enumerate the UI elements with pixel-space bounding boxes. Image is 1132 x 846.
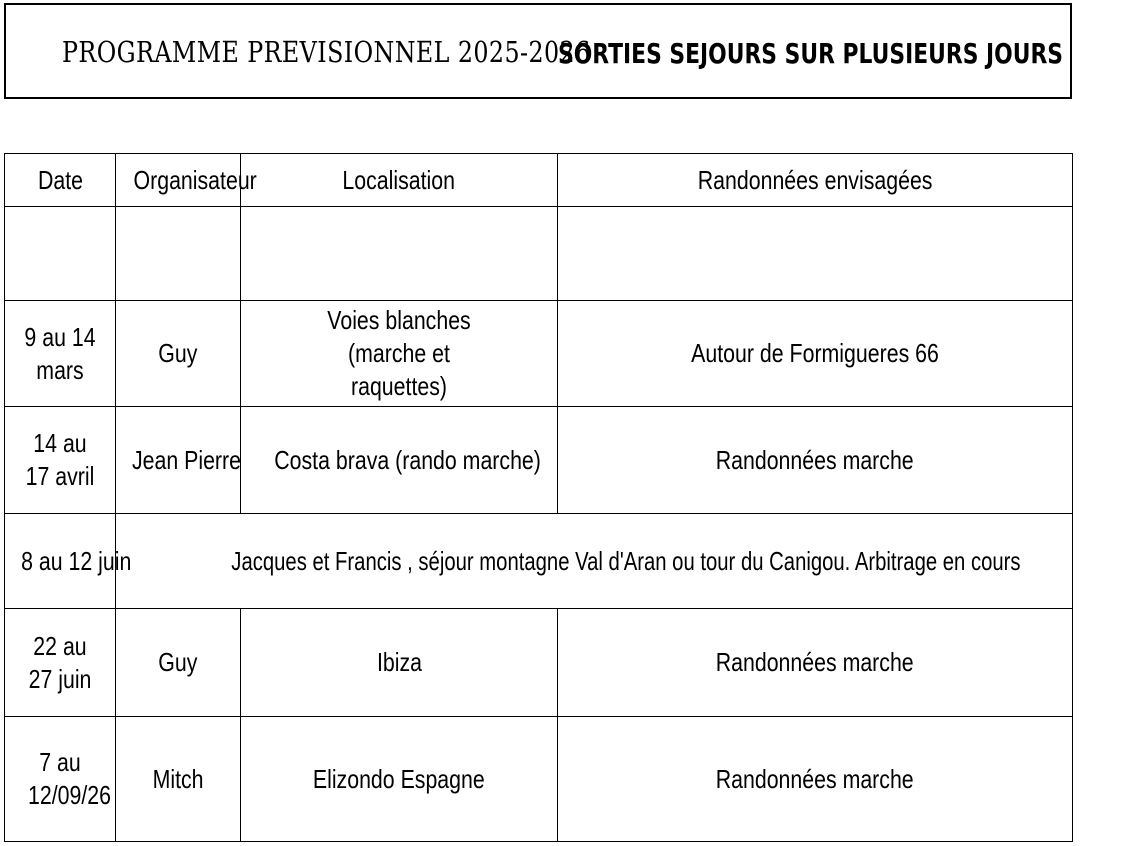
cell-organisateur: Guy	[116, 609, 241, 717]
cell-localisation	[241, 207, 558, 301]
cell-randonnees: Autour de Formigueres 66	[558, 301, 1073, 407]
cell-date: 22 au 27 juin	[5, 609, 116, 717]
cell-localisation: Elizondo Espagne	[241, 717, 558, 842]
title-box	[4, 3, 1072, 99]
cell-organisateur: Jean Pierre	[116, 407, 241, 514]
table-row	[5, 301, 1073, 407]
cell-organisateur: Guy	[116, 301, 241, 407]
page-title: PROGRAMME PREVISIONNEL 2025-2026	[62, 35, 591, 69]
cell-randonnees	[558, 207, 1073, 301]
cell-date	[5, 207, 116, 301]
table-row	[5, 514, 1073, 609]
column-header-localisation: Localisation	[241, 154, 558, 207]
cell-localisation: Ibiza	[241, 609, 558, 717]
table-row	[5, 609, 1073, 717]
cell-date: 9 au 14 mars	[5, 301, 116, 407]
cell-date: 8 au 12 juin	[5, 514, 116, 609]
cell-randonnees: Randonnées marche	[558, 717, 1073, 842]
cell-localisation: Voies blanches (marche et raquettes)	[241, 301, 558, 407]
table-row	[5, 207, 1073, 301]
table-row	[5, 407, 1073, 514]
header-row	[5, 154, 1073, 207]
programme-table	[4, 153, 1073, 842]
page-subtitle: SORTIES SEJOURS SUR PLUSIEURS JOURS	[558, 37, 1064, 70]
column-header-organisateur: Organisateur	[116, 154, 241, 207]
column-header-date: Date	[5, 154, 116, 207]
cell-organisateur: Mitch	[116, 717, 241, 842]
cell-localisation: Costa brava (rando marche)	[241, 407, 558, 514]
cell-date: 14 au 17 avril	[5, 407, 116, 514]
cell-merged-note: Jacques et Francis , séjour montagne Val d'Aran ou tour du Canigou. Arbitrage en cours	[116, 514, 1073, 609]
cell-randonnees: Randonnées marche	[558, 407, 1073, 514]
cell-date: 7 au 12/09/26	[5, 717, 116, 842]
cell-organisateur	[116, 207, 241, 301]
column-header-randonnees: Randonnées envisagées	[558, 154, 1073, 207]
table-row	[5, 717, 1073, 842]
cell-randonnees: Randonnées marche	[558, 609, 1073, 717]
